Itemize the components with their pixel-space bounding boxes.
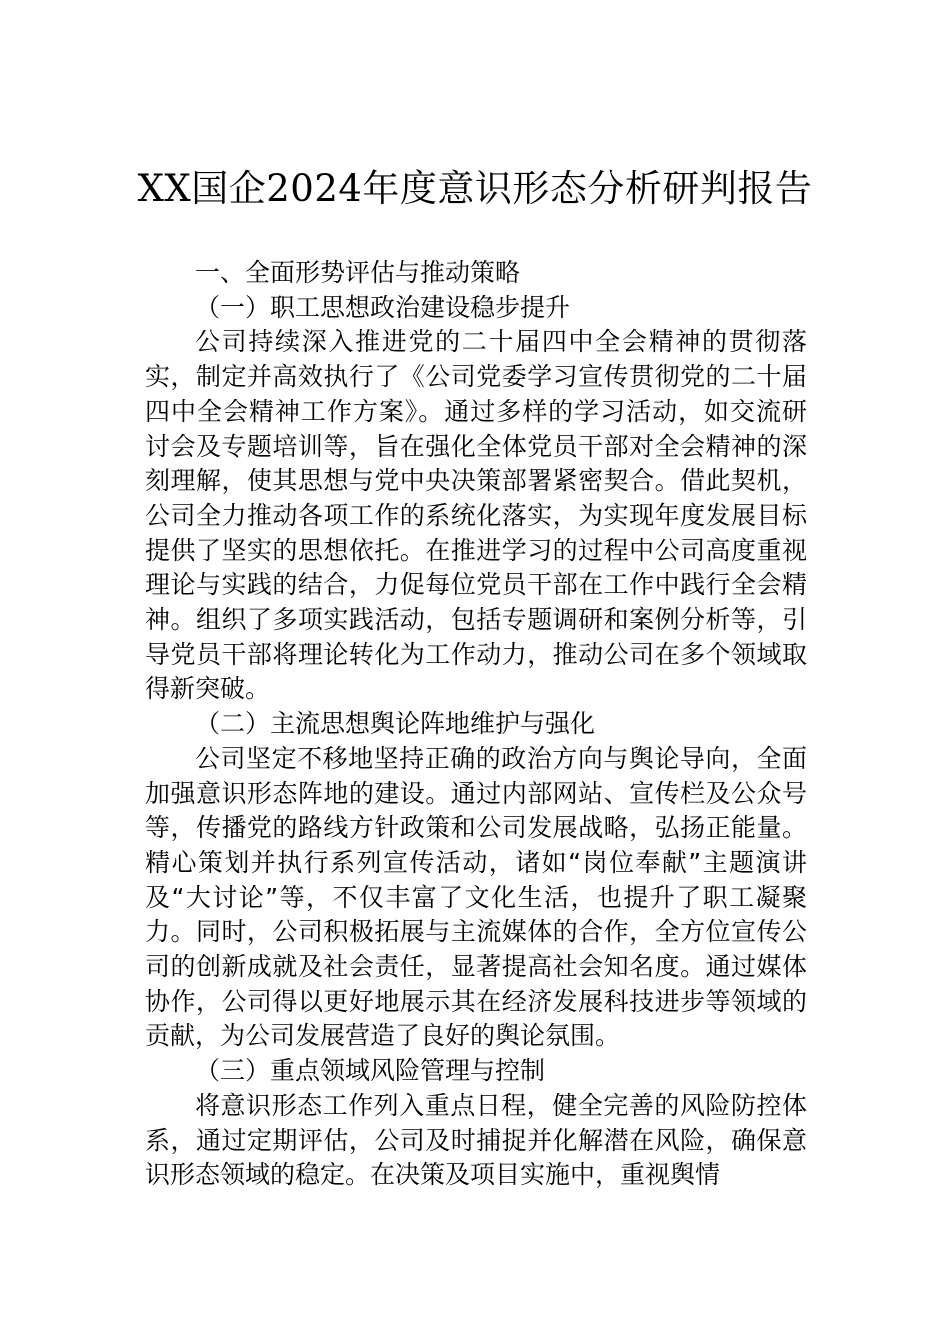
subsection-heading: （一）职工思想政治建设稳步提升 <box>195 292 571 322</box>
subsection-heading: （二）主流思想舆论阵地维护与强化 <box>195 709 596 739</box>
document-title: XX国企2024年度意识形态分析研判报告 <box>137 167 813 210</box>
body-paragraph: 将意识形态工作列入重点日程，健全完善的风险防控体系，通过定期评估，公司及时捕捉并化解潜在风险，确保意识形态领域的稳定。在决策及项目实施中，重视舆情 <box>145 1090 807 1190</box>
body-paragraph: 公司坚定不移地坚持正确的政治方向与舆论导向，全面加强意识形态阵地的建设。通过内部网站、宣传栏及公众号等，传播党的路线方针政策和公司发展战略，弘扬正能量。精心策划并执行系列宣传活动，诸如“岗位奉献”主题演讲及“大讨论”等，不仅丰富了文化生活，也提升了职工凝聚力。同时，公司积极拓展与主流媒体的合作，全方位宣传公司的创新成就及社会责任，显著提高社会知名度。通过媒体协作，公司得以更好地展示其在经济发展科技进步等领域的贡献，为公司发展营造了良好的舆论氛围。 <box>145 743 807 1051</box>
body-paragraph: 公司持续深入推进党的二十届四中全会精神的贯彻落实，制定并高效执行了《公司党委学习宣传贯彻党的二十届四中全会精神工作方案》。通过多样的学习活动，如交流研讨会及专题培训等，旨在强化全体党员干部对全会精神的深刻理解，使其思想与党中央决策部署紧密契合。借此契机，公司全力推动各项工作的系统化落实，为实现年度发展目标提供了坚实的思想依托。在推进学习的过程中公司高度重视理论与实践的结合，力促每位党员干部在工作中践行全会精神。组织了多项实践活动，包括专题调研和案例分析等，引导党员干部将理论转化为工作动力，推动公司在多个领域取得新突破。 <box>145 327 807 704</box>
section-heading-level1: 一、全面形势评估与推动策略 <box>195 258 521 287</box>
subsection-heading: （三）重点领域风险管理与控制 <box>195 1056 546 1086</box>
document-body <box>145 256 807 1193</box>
